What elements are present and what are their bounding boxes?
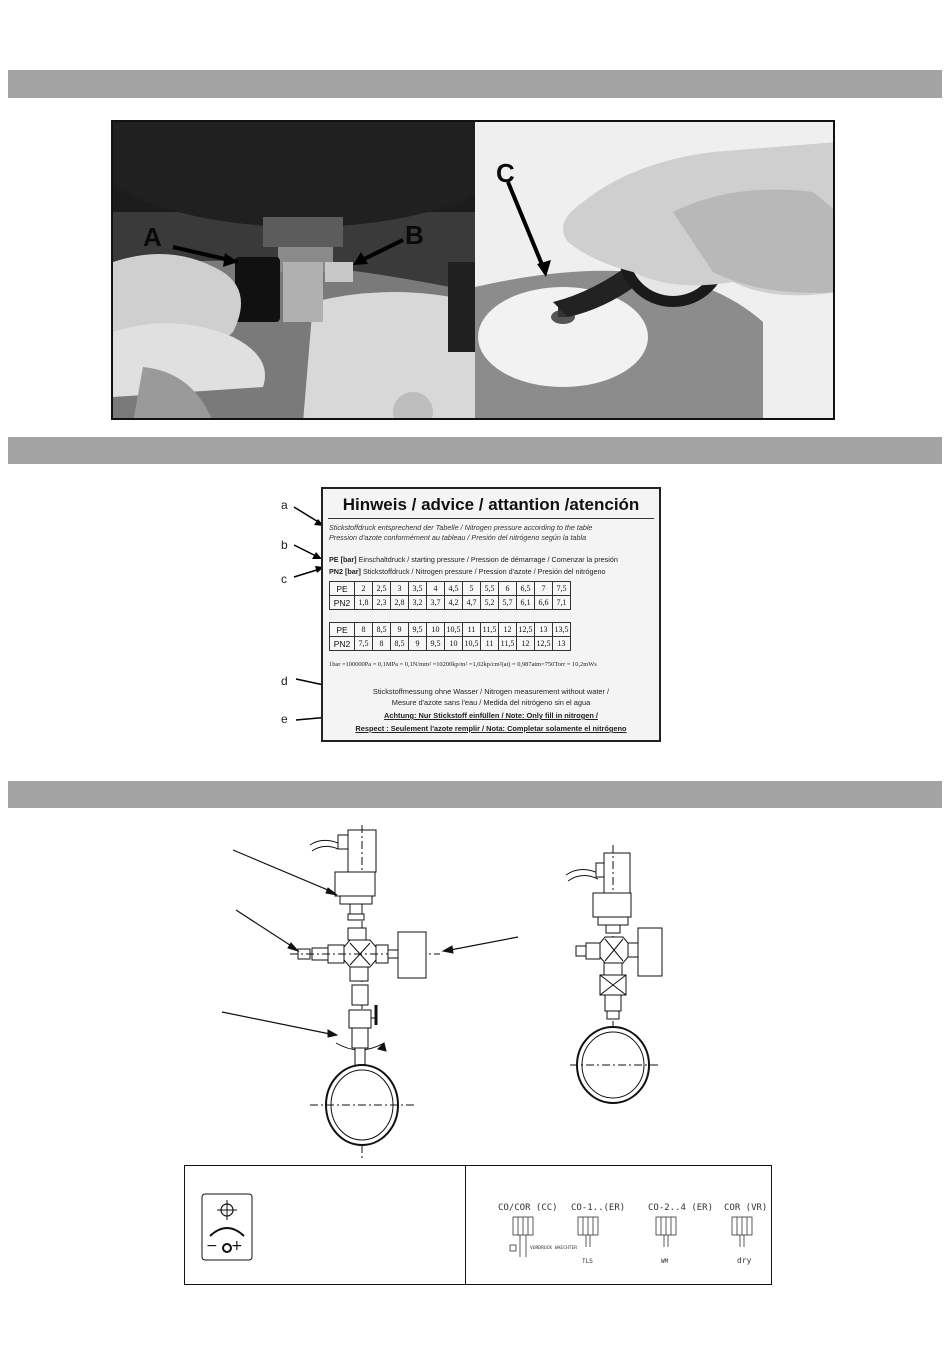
table-cell: 2,3 — [373, 596, 391, 610]
table-cell: 11 — [463, 623, 481, 637]
sticker-marker-a: a — [281, 498, 288, 512]
table-cell: 13,5 — [553, 623, 571, 637]
sticker-pe-text: Einschaltdruck / starting pressure / Pression de démarrage / Comenzar la presión — [358, 555, 618, 564]
table-head-pe: PE — [330, 582, 355, 596]
photo-illustration — [113, 122, 835, 420]
sticker-marker-d: d — [281, 674, 288, 688]
section-header-bar-1 — [8, 70, 942, 98]
pressure-table-1 — [329, 581, 571, 610]
table-cell: 9 — [391, 623, 409, 637]
table-cell: 7,1 — [553, 596, 571, 610]
legend-sub-dry: dry — [737, 1256, 752, 1265]
table-cell: 3,7 — [427, 596, 445, 610]
sticker-pe-line — [329, 555, 618, 564]
legend-sub-tls: TLS — [582, 1258, 593, 1265]
sticker-rule — [328, 518, 654, 519]
table-cell: 3,5 — [409, 582, 427, 596]
photo-label-a: A — [143, 222, 162, 252]
sticker-warning-line-2: Respect : Seulement l'azote remplir / Nota: Completar solamente el nitrógeno — [355, 724, 627, 733]
table-cell: 10 — [427, 623, 445, 637]
table-cell: 10 — [445, 637, 463, 651]
sticker-unit-conversion: 1bar =100000Pa = 0,1MPa = 0,1N/mm² =10200kp/m² =1,02kp/cm²(at) = 0,987atm=750Torr = 10,2mWs — [329, 661, 597, 668]
table-cell: 7 — [535, 582, 553, 596]
table-cell: 5,2 — [481, 596, 499, 610]
table-cell: 2 — [355, 582, 373, 596]
sticker-pe-label: PE [bar] — [329, 555, 357, 564]
table-cell: 11,5 — [499, 637, 517, 651]
table-cell: 12,5 — [535, 637, 553, 651]
table-cell: 9,5 — [427, 637, 445, 651]
table-cell: 3,2 — [409, 596, 427, 610]
table-cell: 11,5 — [481, 623, 499, 637]
table-cell: 1,8 — [355, 596, 373, 610]
table-cell: 4,7 — [463, 596, 481, 610]
table-row — [330, 623, 571, 637]
sticker-pn-line — [329, 567, 606, 576]
photo-label-c: C — [496, 158, 515, 188]
table-row — [330, 637, 571, 651]
table-head-pn: PN2 — [330, 637, 355, 651]
table-cell: 4,2 — [445, 596, 463, 610]
table-cell: 5,7 — [499, 596, 517, 610]
table-cell: 10,5 — [463, 637, 481, 651]
section-header-bar-2 — [8, 437, 942, 464]
table-cell: 8 — [355, 623, 373, 637]
table-row — [330, 582, 571, 596]
table-cell: 12,5 — [517, 623, 535, 637]
sticker-warning-line-1: Achtung: Nur Stickstoff einfüllen / Note: Only fill in nitrogen / — [384, 711, 598, 720]
table-cell: 11 — [481, 637, 499, 651]
sticker-marker-b: b — [281, 538, 288, 552]
table-cell: 12 — [517, 637, 535, 651]
sticker-measure-line-2: Mesure d'azote sans l'eau / Medida del nitrógeno sin el agua — [391, 698, 591, 707]
table-cell: 4,5 — [445, 582, 463, 596]
table-cell: 5 — [463, 582, 481, 596]
table-cell: 7,5 — [553, 582, 571, 596]
terminal-strips — [500, 1215, 770, 1270]
table-cell: 10,5 — [445, 623, 463, 637]
table-cell: 8,5 — [373, 623, 391, 637]
plus-sign: + — [231, 1238, 243, 1254]
legend-sub-wm: WM — [661, 1258, 669, 1265]
instruction-photos — [111, 120, 835, 420]
sticker-pn-text: Stickstoffdruck / Nitrogen pressure / Pression d'azote / Presión del nitrógeno — [362, 567, 606, 576]
table-cell: 12 — [499, 623, 517, 637]
table-cell: 6,5 — [517, 582, 535, 596]
legend-col-co-cor-cc: CO/COR (CC) — [498, 1203, 558, 1213]
table-cell: 6,6 — [535, 596, 553, 610]
table-cell: 9 — [409, 637, 427, 651]
table-cell: 6,1 — [517, 596, 535, 610]
sticker-marker-e: e — [281, 712, 288, 726]
table-head-pn: PN2 — [330, 596, 355, 610]
legend-col-co-2-4-er: CO-2..4 (ER) — [648, 1203, 714, 1213]
sticker-title: Hinweis / advice / attantion /atención — [342, 495, 640, 514]
sticker-pn-label: PN2 [bar] — [329, 567, 361, 576]
sticker-measure-line-1: Stickstoffmessung ohne Wasser / Nitrogen measurement without water / — [372, 687, 610, 696]
table-cell: 6 — [499, 582, 517, 596]
table-cell: 8 — [373, 637, 391, 651]
legend-col-cor-vr: COR (VR) — [724, 1203, 768, 1213]
legend-divider — [465, 1165, 466, 1285]
table-cell: 3 — [391, 582, 409, 596]
table-cell: 7,5 — [355, 637, 373, 651]
table-cell: 5,5 — [481, 582, 499, 596]
table-cell: 9,5 — [409, 623, 427, 637]
table-cell: 13 — [535, 623, 553, 637]
nitrogen-pressure-sticker — [321, 487, 661, 742]
assembly-drawing — [200, 825, 680, 1160]
legend-col-co-1-er: CO-1..(ER) — [571, 1203, 626, 1213]
table-cell: 13 — [553, 637, 571, 651]
pressure-table-2 — [329, 622, 571, 651]
sticker-marker-c: c — [281, 572, 287, 586]
section-header-bar-3 — [8, 781, 942, 808]
table-cell: 8,5 — [391, 637, 409, 651]
table-head-pe: PE — [330, 623, 355, 637]
legend-sub-vordruck: VORDRUCK WAECHTER — [530, 1246, 578, 1251]
table-cell: 2,8 — [391, 596, 409, 610]
minus-sign: − — [206, 1238, 218, 1254]
table-cell: 2,5 — [373, 582, 391, 596]
table-cell: 4 — [427, 582, 445, 596]
sticker-nitrogen-line-1: Stickstoffdruck entsprechend der Tabelle / Nitrogen pressure according to the table — [329, 523, 593, 532]
sticker-nitrogen-line-2: Pression d'azote conformément au tableau / Presión del nitrógeno según la tabla — [329, 533, 587, 542]
photo-label-b: B — [405, 220, 424, 250]
table-row — [330, 596, 571, 610]
